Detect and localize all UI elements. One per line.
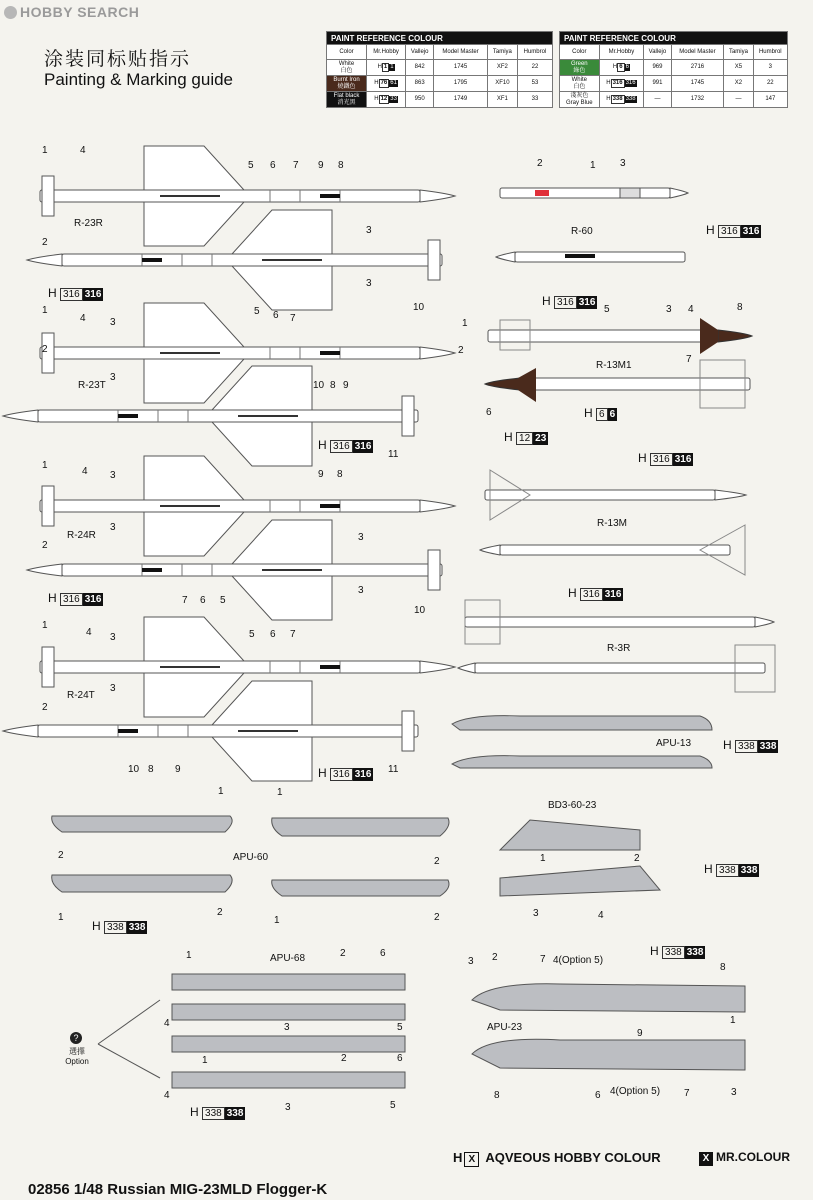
- callout: 4: [80, 313, 86, 324]
- callout: 9: [318, 160, 324, 171]
- r3r-missile-top: [465, 600, 774, 644]
- callout: 7: [182, 595, 188, 606]
- callout: 1: [202, 1055, 208, 1066]
- callout: 5: [397, 1022, 403, 1033]
- callout: 9: [343, 380, 349, 391]
- callout: 11: [388, 764, 399, 775]
- callout: 1: [462, 318, 468, 329]
- r13m1-label: R-13M1: [596, 360, 632, 371]
- r3r-label: R-3R: [607, 643, 631, 654]
- callout: 1: [42, 620, 48, 631]
- callout: 3: [110, 632, 116, 643]
- r60-missile-top: [500, 188, 688, 198]
- r24r-label: R-24R: [67, 530, 96, 541]
- code-h316: H 316 316: [542, 294, 596, 308]
- callout: 8: [720, 962, 726, 973]
- callout: 10: [128, 764, 140, 775]
- apu60-label: APU-60: [233, 852, 269, 863]
- code-h316: H 316 316: [48, 286, 102, 300]
- callout: 3: [731, 1087, 737, 1098]
- callout: 7: [290, 629, 296, 640]
- page-title: Painting & Marking guide: [44, 70, 234, 89]
- option-question-icon: ?: [70, 1032, 82, 1044]
- code-h12-23: H 12 23: [504, 430, 547, 444]
- bd3-label: BD3-60-23: [548, 800, 597, 811]
- callout: 3: [110, 522, 116, 533]
- r13m-missile-bottom: [480, 525, 745, 575]
- callout: 2: [42, 344, 48, 355]
- callout: 3: [366, 225, 372, 236]
- callout: 5: [604, 304, 610, 315]
- callout: 3: [358, 585, 364, 596]
- callout: 3: [358, 532, 364, 543]
- page-title-cn: 涂装同标贴指示: [44, 48, 192, 70]
- callout: 1: [590, 160, 596, 171]
- table-row: Burnt Iron 燒鐵色 H 76 61 863 1795 XF10 53: [327, 76, 553, 92]
- callout: 2: [42, 540, 48, 551]
- callout: 10: [413, 302, 425, 313]
- callout: 9: [318, 469, 324, 480]
- callout: 4: [598, 910, 604, 921]
- code-h316: H 316 316: [706, 223, 760, 237]
- callout: 3: [285, 1102, 291, 1113]
- legend-mr-colour: X MR.COLOUR: [699, 1150, 790, 1166]
- callout: 3: [366, 278, 372, 289]
- watermark: HOBBY SEARCH: [4, 4, 139, 20]
- callout: 6: [200, 595, 206, 606]
- code-h338: H 338 338: [92, 919, 146, 933]
- callout: 2: [634, 853, 640, 864]
- callout: 3: [468, 956, 474, 967]
- callout: 7: [540, 954, 546, 965]
- code-h316: H 316 316: [568, 586, 622, 600]
- code-h338: H 338 338: [190, 1105, 244, 1119]
- callout: 1: [58, 912, 64, 923]
- callout: 2: [492, 952, 498, 963]
- callout: 4: [86, 627, 92, 638]
- option-label: 4(Option 5): [610, 1086, 661, 1097]
- r24t-label: R-24T: [67, 690, 95, 701]
- callout: 2: [434, 912, 440, 923]
- table-row: Flat black 消光黑 H 12 33 950 1749 XF1 33: [327, 92, 553, 108]
- code-h338: H 338 338: [704, 862, 758, 876]
- callout: 5: [390, 1100, 396, 1111]
- r23r-label: R-23R: [74, 218, 103, 229]
- callout: 3: [110, 372, 116, 383]
- callout: 7: [686, 354, 692, 365]
- r13m-missile-top: [485, 470, 746, 520]
- r23t-label: R-23T: [78, 380, 106, 391]
- callout: 4: [82, 466, 88, 477]
- callout: 10: [414, 605, 426, 616]
- callout: 10: [313, 380, 325, 391]
- callout: 5: [254, 306, 260, 317]
- table-row: White 白色 H 316 316 991 1745 X2 22: [560, 76, 788, 92]
- table-row: White 白色 H 1 1 842 1745 XF2 22: [327, 60, 553, 76]
- callout: 3: [284, 1022, 290, 1033]
- code-h316: H 316 316: [318, 438, 372, 452]
- code-h338: H 338 338: [650, 944, 704, 958]
- option-label: 4(Option 5): [553, 955, 604, 966]
- callout: 2: [42, 237, 48, 248]
- callout: 9: [637, 1028, 643, 1039]
- callout: 3: [533, 908, 539, 919]
- callout: 8: [337, 469, 343, 480]
- callout: 1: [277, 787, 283, 798]
- callout: 2: [341, 1053, 347, 1064]
- callout: 1: [42, 145, 48, 156]
- callout: 7: [293, 160, 299, 171]
- callout: 2: [340, 948, 346, 959]
- code-h316: H 316 316: [318, 766, 372, 780]
- callout: 2: [458, 345, 464, 356]
- r24r-missile-top: [40, 456, 455, 556]
- callout: 5: [248, 160, 254, 171]
- callout: 6: [397, 1053, 403, 1064]
- callout: 6: [270, 629, 276, 640]
- callout: 8: [338, 160, 344, 171]
- callout: 9: [175, 764, 181, 775]
- code-h316: H 316 316: [638, 451, 692, 465]
- callout: 8: [330, 380, 336, 391]
- option-caption: 選擇 Option: [65, 1047, 89, 1066]
- code-h316: H 316 316: [48, 591, 102, 605]
- callout: 2: [58, 850, 64, 861]
- legend-aqueous: H X AQVEOUS HOBBY COLOUR: [453, 1150, 661, 1165]
- callout: 1: [540, 853, 546, 864]
- apu23-label: APU-23: [487, 1022, 523, 1033]
- r13m1-missile-top: [488, 318, 752, 354]
- apu68-label: APU-68: [270, 953, 306, 964]
- callout: 2: [42, 702, 48, 713]
- callout: 1: [274, 915, 280, 926]
- callout: 6: [270, 160, 276, 171]
- callout: 6: [273, 310, 279, 321]
- callout: 1: [42, 460, 48, 471]
- callout: 8: [494, 1090, 500, 1101]
- r13m-label: R-13M: [597, 518, 628, 529]
- callout: 2: [217, 907, 223, 918]
- callout: 5: [249, 629, 255, 640]
- callout: 3: [110, 683, 116, 694]
- r60-label: R-60: [571, 226, 593, 237]
- callout: 1: [186, 950, 192, 961]
- code-h338: H 338 338: [723, 738, 777, 752]
- callout: 1: [218, 786, 224, 797]
- r60-missile-bottom: [496, 252, 685, 262]
- table-column-headers: Color Mr.Hobby Vallejo Model Master Tamiya Humbrol: [327, 45, 553, 60]
- callout: 1: [42, 305, 48, 316]
- callout: 3: [110, 317, 116, 328]
- callout: 3: [620, 158, 626, 169]
- callout: 3: [666, 304, 672, 315]
- callout: 5: [220, 595, 226, 606]
- table-header: PAINT REFERENCE COLOUR: [327, 32, 553, 45]
- footer-product-title: 02856 1/48 Russian MIG-23MLD Flogger-K: [28, 1181, 328, 1198]
- callout: 4: [164, 1018, 170, 1029]
- callout: 4: [164, 1090, 170, 1101]
- callout: 4: [80, 145, 86, 156]
- callout: 8: [148, 764, 154, 775]
- callout: 7: [290, 313, 296, 324]
- table-column-headers: Color Mr.Hobby Vallejo Model Master Tamiya Humbrol: [560, 45, 788, 60]
- callout: 6: [486, 407, 492, 418]
- code-h6: H 6 6: [584, 406, 616, 420]
- callout: 4: [688, 304, 694, 315]
- callout: 6: [595, 1090, 601, 1101]
- apu13-label: APU-13: [656, 738, 692, 749]
- callout: 11: [388, 449, 399, 460]
- callout: 1: [730, 1015, 736, 1026]
- callout: 6: [380, 948, 386, 959]
- table-row: 淺灰色 Gray Blue H 338 338 — 1732 — 147: [560, 92, 788, 108]
- table-header: PAINT REFERENCE COLOUR: [560, 32, 788, 45]
- callout: 2: [434, 856, 440, 867]
- callout: 2: [537, 158, 543, 169]
- callout: 7: [684, 1088, 690, 1099]
- table-row: Green 綠色 H 6 6 969 2716 X5 3: [560, 60, 788, 76]
- callout: 8: [737, 302, 743, 313]
- callout: 3: [110, 470, 116, 481]
